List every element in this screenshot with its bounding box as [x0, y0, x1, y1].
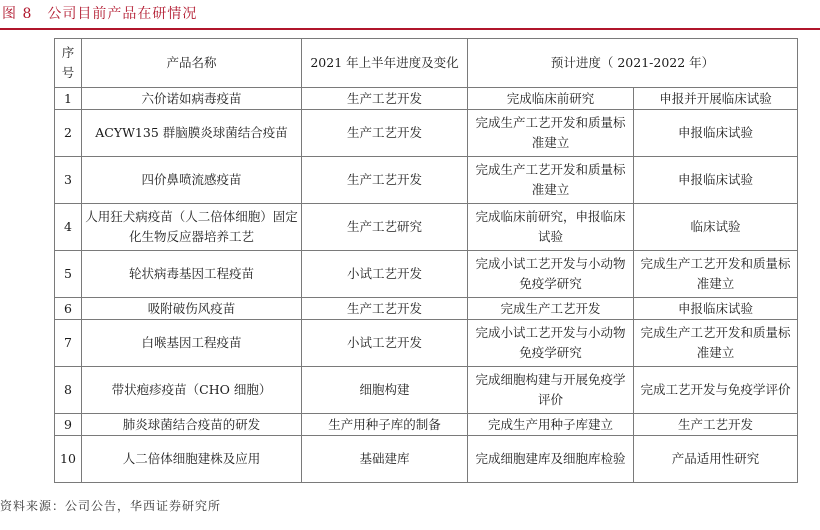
cell-h1-progress: 小试工艺开发	[302, 251, 468, 298]
cell-forecast-2022: 申报临床试验	[634, 157, 798, 204]
figure-title: 图 8 公司目前产品在研情况	[2, 6, 198, 22]
header-product: 产品名称	[82, 39, 302, 88]
source-note: 资料来源：公司公告，华西证券研究所	[0, 499, 222, 513]
table-row	[55, 414, 798, 436]
cell-forecast-2022: 申报临床试验	[634, 110, 798, 157]
product-table	[54, 38, 798, 483]
cell-forecast-2021: 完成小试工艺开发与小动物免疫学研究	[468, 251, 634, 298]
cell-h1-progress: 生产工艺开发	[302, 157, 468, 204]
cell-h1-progress: 小试工艺开发	[302, 320, 468, 367]
cell-product: 带状疱疹疫苗（CHO 细胞）	[82, 367, 302, 414]
table-header-row	[55, 39, 798, 88]
cell-h1-progress: 细胞构建	[302, 367, 468, 414]
cell-product: 轮状病毒基因工程疫苗	[82, 251, 302, 298]
cell-product: 人用狂犬病疫苗（人二倍体细胞）固定化生物反应器培养工艺	[82, 204, 302, 251]
cell-product: 人二倍体细胞建株及应用	[82, 436, 302, 483]
cell-seq: 3	[55, 157, 82, 204]
cell-forecast-2022: 临床试验	[634, 204, 798, 251]
table-row	[55, 367, 798, 414]
table-row	[55, 251, 798, 298]
cell-forecast-2022: 完成生产工艺开发和质量标准建立	[634, 251, 798, 298]
table-body	[55, 88, 798, 483]
cell-forecast-2021: 完成生产工艺开发和质量标准建立	[468, 110, 634, 157]
cell-forecast-2021: 完成临床前研究，申报临床试验	[468, 204, 634, 251]
cell-seq: 10	[55, 436, 82, 483]
cell-forecast-2022: 完成生产工艺开发和质量标准建立	[634, 320, 798, 367]
cell-product: 肺炎球菌结合疫苗的研发	[82, 414, 302, 436]
cell-product: 四价鼻喷流感疫苗	[82, 157, 302, 204]
cell-product: 白喉基因工程疫苗	[82, 320, 302, 367]
cell-h1-progress: 基础建库	[302, 436, 468, 483]
cell-seq: 7	[55, 320, 82, 367]
cell-seq: 1	[55, 88, 82, 110]
table-row	[55, 204, 798, 251]
cell-forecast-2021: 完成小试工艺开发与小动物免疫学研究	[468, 320, 634, 367]
cell-product: ACYW135 群脑膜炎球菌结合疫苗	[82, 110, 302, 157]
cell-h1-progress: 生产工艺开发	[302, 88, 468, 110]
title-rule	[0, 28, 820, 30]
cell-seq: 2	[55, 110, 82, 157]
table-row	[55, 320, 798, 367]
cell-forecast-2021: 完成临床前研究	[468, 88, 634, 110]
cell-seq: 5	[55, 251, 82, 298]
table-row	[55, 436, 798, 483]
cell-forecast-2021: 完成细胞构建与开展免疫学评价	[468, 367, 634, 414]
header-h1-progress: 2021 年上半年进度及变化	[302, 39, 468, 88]
table-row	[55, 88, 798, 110]
cell-h1-progress: 生产工艺研究	[302, 204, 468, 251]
header-forecast: 预计进度（ 2021-2022 年）	[468, 39, 798, 88]
cell-forecast-2021: 完成生产工艺开发和质量标准建立	[468, 157, 634, 204]
cell-forecast-2021: 完成细胞建库及细胞库检验	[468, 436, 634, 483]
cell-seq: 6	[55, 298, 82, 320]
cell-h1-progress: 生产工艺开发	[302, 298, 468, 320]
cell-product: 六价诺如病毒疫苗	[82, 88, 302, 110]
table-row	[55, 110, 798, 157]
cell-product: 吸附破伤风疫苗	[82, 298, 302, 320]
cell-seq: 4	[55, 204, 82, 251]
cell-forecast-2022: 申报并开展临床试验	[634, 88, 798, 110]
cell-h1-progress: 生产用种子库的制备	[302, 414, 468, 436]
cell-seq: 8	[55, 367, 82, 414]
cell-h1-progress: 生产工艺开发	[302, 110, 468, 157]
cell-forecast-2022: 申报临床试验	[634, 298, 798, 320]
cell-seq: 9	[55, 414, 82, 436]
cell-forecast-2022: 完成工艺开发与免疫学评价	[634, 367, 798, 414]
table-row	[55, 298, 798, 320]
cell-forecast-2021: 完成生产工艺开发	[468, 298, 634, 320]
cell-forecast-2021: 完成生产用种子库建立	[468, 414, 634, 436]
cell-forecast-2022: 产品适用性研究	[634, 436, 798, 483]
header-seq: 序 号	[55, 39, 82, 88]
table-row	[55, 157, 798, 204]
cell-forecast-2022: 生产工艺开发	[634, 414, 798, 436]
